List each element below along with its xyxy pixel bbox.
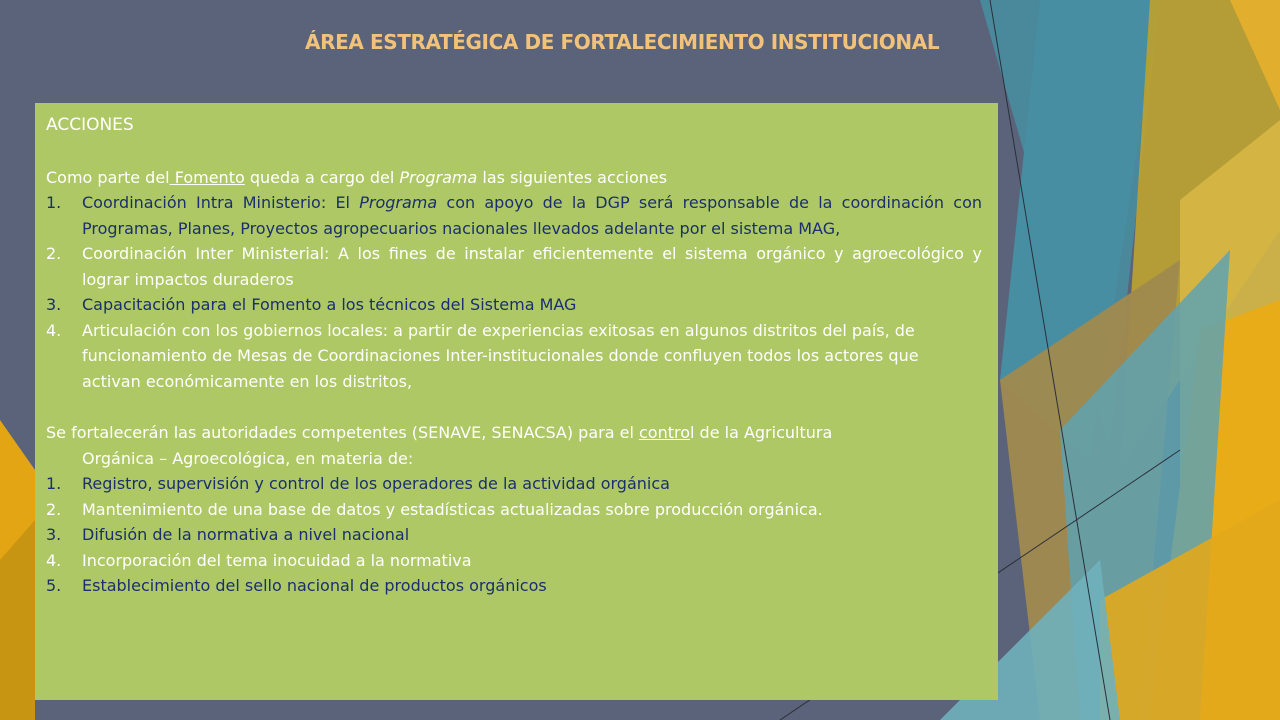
list-item xyxy=(46,522,902,548)
list-number: 3. xyxy=(46,295,62,314)
list-text: Capacitación para el Fomento a los técnicos del Sistema MAG xyxy=(82,295,577,314)
list-text: Mantenimiento de una base de datos y estadísticas actualizadas sobre producción orgánica. xyxy=(82,499,823,519)
list-text: Articulación con los gobiernos locales: a partir de experiencias exitosas en algunos distritos del país, de funcionamiento de Mesas de Coordinaciones Inter-institucionales donde confluyen todos los actores que activan económicamente en los distritos, xyxy=(82,320,919,391)
list-item xyxy=(46,241,982,292)
slide-title: ÁREA ESTRATÉGICA DE FORTALECIMIENTO INSTITUCIONAL xyxy=(305,30,940,54)
intro-post: las siguientes acciones xyxy=(477,167,668,187)
list-number: 2. xyxy=(46,499,62,519)
intro-mid: queda a cargo del xyxy=(244,167,400,187)
list-text: Difusión de la normativa a nivel nacional xyxy=(82,525,410,544)
list-number: 4. xyxy=(46,320,62,340)
intro-programa: Programa xyxy=(399,167,478,187)
list-number: 2. xyxy=(46,244,62,263)
list-text: Coordinación Intra Ministerio: El xyxy=(82,193,360,212)
list-item xyxy=(46,548,902,574)
list-text: con apoyo de la DGP será responsable de la coordinación con Programas, Planes, Proyectos agropecuarios nacionales llevados adelante por el sistema MAG, xyxy=(82,193,983,238)
authorities-paragraph xyxy=(46,420,982,471)
list-item xyxy=(46,471,902,497)
list-text: Establecimiento del sello nacional de productos orgánicos xyxy=(82,576,547,595)
list-item xyxy=(46,190,982,241)
list-number: 1. xyxy=(46,474,62,493)
content-box xyxy=(35,103,998,700)
para2-pre: Se fortalecerán las autoridades competentes (SENAVE, SENACSA) para el xyxy=(46,423,639,442)
list-item xyxy=(46,497,902,523)
intro-pre: Como parte del xyxy=(46,167,170,187)
list-number: 5. xyxy=(46,576,62,595)
section-heading: ACCIONES xyxy=(46,115,134,135)
intro-fomento: Fomento xyxy=(169,167,245,187)
actions-list xyxy=(46,190,982,394)
list-number: 1. xyxy=(46,193,62,212)
para2-control: contro xyxy=(638,423,690,442)
list-number: 3. xyxy=(46,525,62,544)
list-text: Registro, supervisión y control de los operadores de la actividad orgánica xyxy=(82,474,670,493)
list-text: Incorporación del tema inocuidad a la normativa xyxy=(82,550,472,570)
list-item xyxy=(46,292,982,318)
intro-paragraph xyxy=(46,165,982,191)
regulation-list xyxy=(46,471,982,599)
list-text-italic: Programa xyxy=(359,193,438,212)
para2-post: l de la Agricultura Orgánica – Agroecológica, en materia de: xyxy=(82,423,833,468)
list-text: Coordinación Inter Ministerial: A los fines de instalar eficientemente el sistema orgánico y agroecológico y lograr impactos duraderos xyxy=(82,244,982,289)
list-item xyxy=(46,318,982,395)
list-item xyxy=(46,573,902,599)
list-number: 4. xyxy=(46,550,62,570)
